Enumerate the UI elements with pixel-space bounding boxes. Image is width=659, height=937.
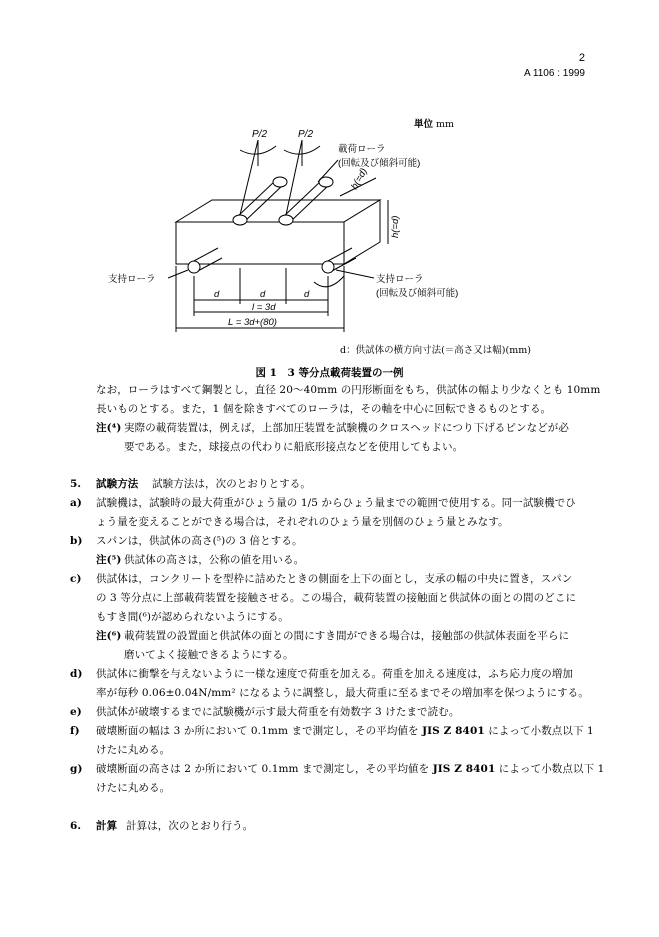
item-b-line1: スパンは，供試体の高さ(⁵)の 3 倍とする。 <box>96 535 303 547</box>
item-b-label: b) <box>70 535 83 547</box>
item-c-line3: もすき間(⁶)が認められないようにする。 <box>96 611 289 623</box>
item-e-label: e) <box>70 706 82 718</box>
section6-text: 計算は，次のとおり行う。 <box>126 820 254 832</box>
note4-line1: 実際の載荷装置は，例えば，上部加圧装置を試験機のクロスヘッドにつり下げるピンなどが必 <box>124 422 569 434</box>
figure-caption: 図 1 3 等分点載荷装置の一例 <box>255 367 404 379</box>
item-d-line1: 供試体に衝撃を与えないように一様な速度で荷重を加える。荷重を加える速度は，ふち応力度の増加 <box>96 668 573 680</box>
support-left-leader <box>168 270 188 278</box>
support-roller-left-label: 支持ローラ <box>108 274 156 285</box>
note6-line1: 載荷装置の設置面と供試体の面との間にすき間ができる場合は，接触部の供試体表面を平らに <box>124 630 570 642</box>
item-f-jis: JIS Z 8401 <box>422 725 485 737</box>
item-g-text-a: 破壊断面の高さは 2 か所において 0.1mm まで測定し，その平均値を <box>96 763 433 775</box>
item-a-line2: ょう量を変えることができる場合は，それぞれのひょう量を別個のひょう量とみなす。 <box>96 516 509 528</box>
load-label-right: P/2 <box>298 129 314 140</box>
note6-label: 注(⁶) <box>96 630 122 642</box>
item-a-label: a) <box>70 497 82 509</box>
item-g-jis: JIS Z 8401 <box>432 763 496 775</box>
dim-l-label: l = 3d <box>252 302 276 313</box>
symbol-note: d：供試体の横方向寸法(＝高さ又は幅)(mm) <box>340 345 531 356</box>
item-e-line1: 供試体が破壊するまでに試験機が示す最大荷重を有効数字 3 けたまで読む。 <box>96 706 460 718</box>
item-f-text-a: 破壊断面の幅は 3 か所において 0.1mm まで測定し，その平均値を <box>96 725 423 737</box>
dim-b-label: b(=d) <box>349 166 370 192</box>
item-g-text-b: によって小数点以下 1 <box>495 763 605 775</box>
item-f-line2: けたに丸める。 <box>96 744 171 756</box>
item-g-line2: けたに丸める。 <box>96 782 171 794</box>
loading-roller-note: (回転及び傾斜可能) <box>338 158 421 169</box>
item-d-line2: 率が毎秒 0.06±0.04N/mm² になるように調整し，最大荷重に至るまでその増加率を保つようにする。 <box>96 687 589 699</box>
page-number: 2 <box>578 52 585 64</box>
note4-line2: 要である。また，球接点の代わりに船底形接点などを使用してもよい。 <box>124 441 464 453</box>
support-right-leader <box>336 270 374 278</box>
support-roller-right-note: (回転及び傾斜可能) <box>376 288 459 299</box>
dim-d1-label: d <box>214 289 220 300</box>
item-f-line1 <box>96 722 594 742</box>
standard-code: A 1106 : 1999 <box>524 68 585 79</box>
item-c-line1: 供試体は，コンクリートを型枠に詰めたときの側面を上下の面とし，支承の幅の中央に置き，スパン <box>96 573 573 585</box>
load-label-left: P/2 <box>252 129 268 140</box>
unit-value: mm <box>436 119 455 130</box>
loading-roller-label: 載荷ローラ <box>338 144 386 155</box>
item-c-label: c) <box>70 573 82 585</box>
item-f-label: f) <box>70 725 80 737</box>
roller-note-line2: 長いものとする。また，1 個を除きすべてのローラは，その軸を中心に回転できるものとする。 <box>96 403 552 415</box>
support-roller-right-label: 支持ローラ <box>376 274 424 285</box>
item-f-text-b: によって小数点以下 1 <box>484 725 594 737</box>
unit-label-text: 単位 <box>414 119 434 130</box>
note6-line2: 磨いてよく接触できるようにする。 <box>124 649 294 661</box>
section5-text: 試験方法は，次のとおりとする。 <box>152 478 311 490</box>
item-g-line1 <box>96 760 604 780</box>
roller-note-line1: なお，ローラはすべて鋼製とし，直径 20～40mm の円形断面をもち，供試体の幅より少なくとも 10mm <box>96 384 601 396</box>
dim-L-label: L = 3d+(80) <box>228 317 277 328</box>
section5-title: 試験方法 <box>96 478 139 490</box>
dim-d2-label: d <box>260 289 266 300</box>
note4-label: 注(⁴) <box>96 422 122 434</box>
item-a-line1: 試験機は，試験時の最大荷重がひょう量の 1/5 からひょう量までの範囲で使用する。同一試験機でひ <box>96 497 576 509</box>
section5-number: 5. <box>70 478 82 490</box>
section6-number: 6. <box>70 820 82 832</box>
specimen-front-face <box>176 222 344 264</box>
note5-text: 供試体の高さは，公称の値を用いる。 <box>124 554 305 566</box>
item-d-label: d) <box>70 668 83 680</box>
three-point-loading-diagram <box>0 0 659 360</box>
note5-label: 注(⁵) <box>96 554 122 566</box>
item-c-line2: の 3 等分点に上部載荷装置を接触させる。この場合，載荷装置の接触面と供試体の面との間のどこに <box>96 592 577 604</box>
dim-d3-label: d <box>304 289 310 300</box>
item-g-label: g) <box>70 763 83 775</box>
section6-title: 計算 <box>96 820 118 832</box>
dim-h-label: h(=d) <box>390 215 401 238</box>
